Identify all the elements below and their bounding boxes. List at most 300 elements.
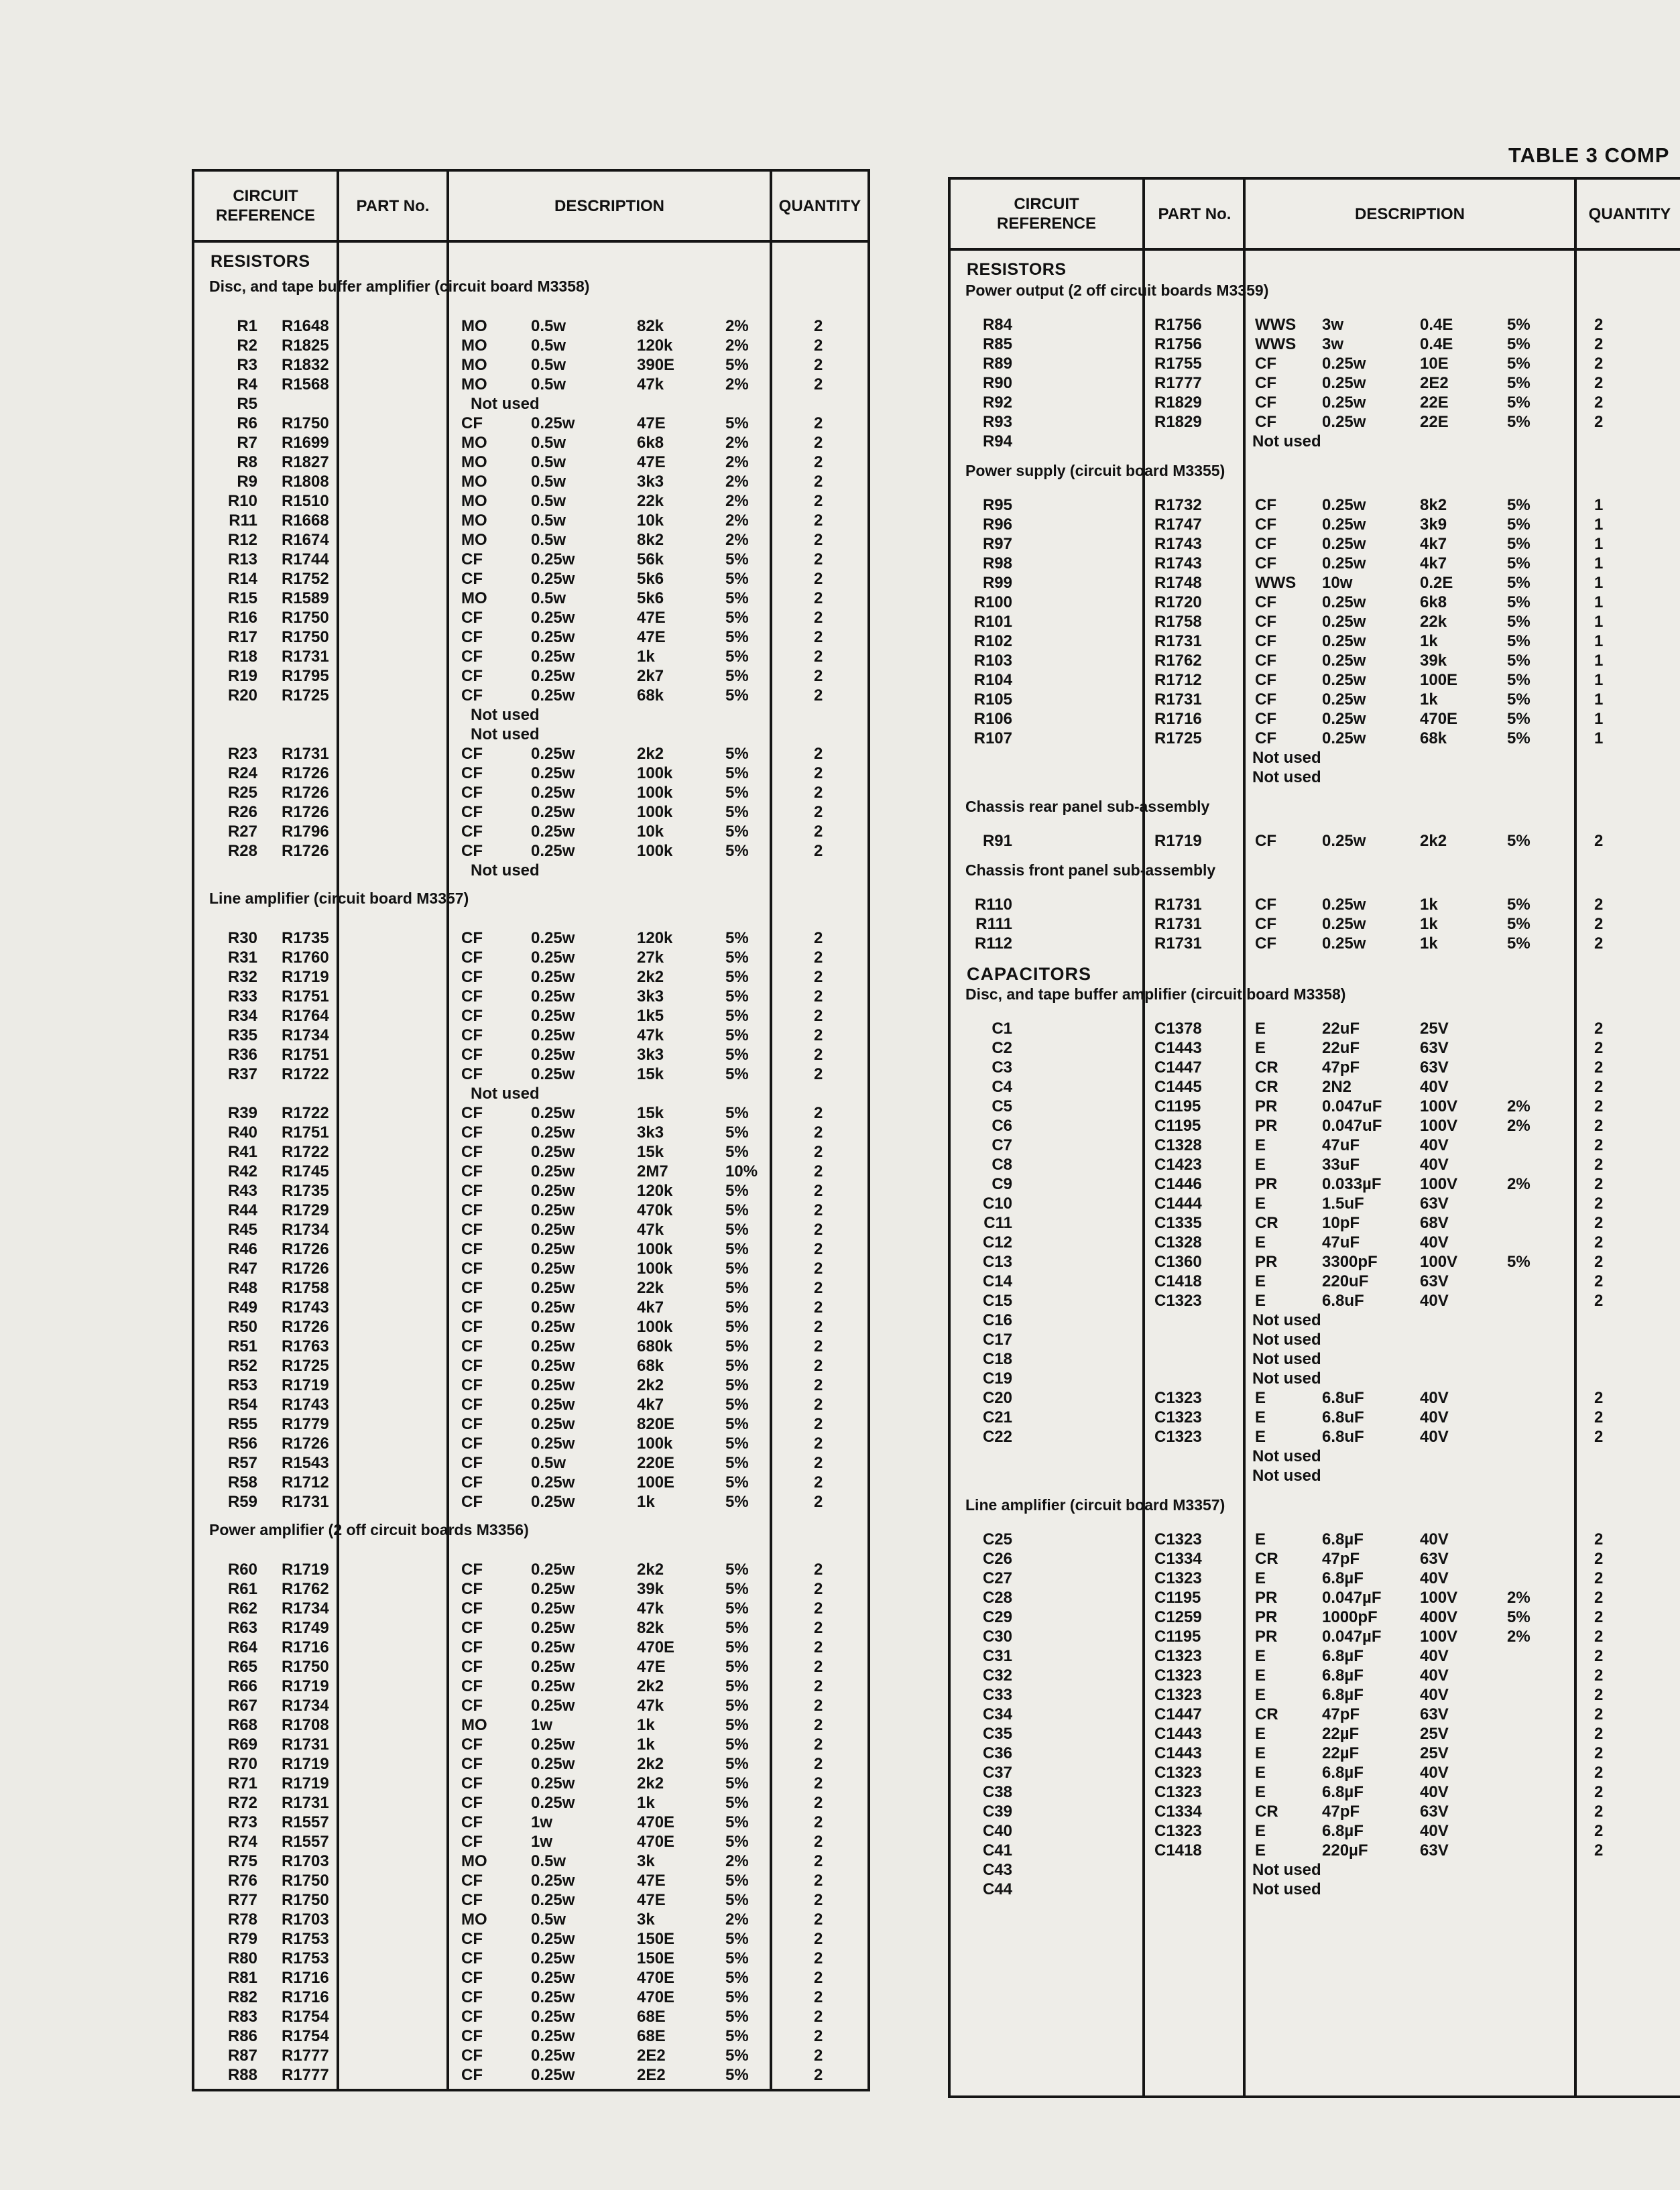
type: CF: [461, 1755, 483, 1773]
quantity: 1: [1594, 515, 1604, 534]
tolerance: 5%: [725, 1774, 749, 1792]
type: CF: [461, 842, 483, 860]
type: CF: [461, 609, 483, 627]
rating: 0.25w: [531, 550, 575, 568]
type: CF: [461, 2047, 483, 2065]
tolerance: 5%: [725, 784, 749, 802]
value: 150E: [637, 1930, 675, 1948]
table-row: [951, 1607, 1680, 1627]
quantity: 2: [814, 667, 823, 685]
circuit-ref: R17: [227, 628, 257, 646]
rating: 0.25w: [531, 1774, 575, 1792]
circuit-ref: R23: [227, 745, 257, 763]
tolerance: 2%: [725, 1852, 749, 1870]
circuit-ref: R81: [227, 1969, 257, 1987]
circuit-ref: R12: [227, 531, 257, 549]
circuit-ref: C2: [992, 1039, 1012, 1057]
rating: 0.25w: [531, 686, 575, 705]
value: 68k: [637, 1357, 664, 1375]
quantity: 2: [814, 434, 823, 452]
tolerance: 5%: [725, 1454, 749, 1472]
table-row: [951, 670, 1680, 690]
table-row: [194, 1278, 867, 1298]
table-row: [951, 1155, 1680, 1174]
table-row: [194, 2026, 867, 2046]
quantity: 2: [814, 648, 823, 666]
quantity: 2: [814, 1794, 823, 1812]
quantity: 2: [814, 337, 823, 355]
rating: 0.25w: [531, 803, 575, 821]
tolerance: 5%: [1507, 316, 1531, 334]
part-no: R1756: [1154, 335, 1202, 353]
type: CF: [461, 1396, 483, 1414]
tolerance: 5%: [725, 1415, 749, 1433]
table-row: [951, 1077, 1680, 1097]
quantity: 2: [814, 2047, 823, 2065]
part-no: R1719: [282, 1376, 329, 1394]
circuit-ref: R34: [227, 1007, 257, 1025]
type: CF: [461, 1357, 483, 1375]
rating: 0.25w: [1322, 671, 1366, 689]
quantity: 2: [814, 1201, 823, 1219]
type: CF: [461, 2027, 483, 2045]
quantity: 1: [1594, 671, 1604, 689]
table-row: [951, 554, 1680, 573]
type: CF: [461, 764, 483, 782]
rating: 0.25w: [531, 745, 575, 763]
rating: 0.5w: [531, 511, 566, 530]
quantity: 2: [1594, 915, 1604, 933]
quantity: 2: [814, 1473, 823, 1492]
circuit-ref: R25: [227, 784, 257, 802]
circuit-ref: C43: [982, 1861, 1012, 1879]
type: E: [1255, 1841, 1266, 1860]
rating: 0.5w: [531, 492, 566, 510]
type: CF: [461, 2066, 483, 2084]
table-row: [194, 550, 867, 569]
quantity: 1: [1594, 613, 1604, 631]
rating: 0.25w: [531, 628, 575, 646]
circuit-ref: R10: [227, 492, 257, 510]
part-no: R1734: [282, 1026, 329, 1044]
value: 120k: [637, 1182, 673, 1200]
table-row: [951, 1174, 1680, 1194]
type: CF: [461, 1376, 483, 1394]
rating: 3w: [1322, 316, 1344, 334]
tolerance: 5%: [725, 1221, 749, 1239]
tolerance: 5%: [725, 823, 749, 841]
table-row: [951, 1408, 1680, 1427]
rating: 0.5w: [531, 1910, 566, 1929]
value: 2M7: [637, 1162, 668, 1180]
type: CR: [1255, 1058, 1278, 1077]
rating: 0.25w: [531, 1580, 575, 1598]
tolerance: 2%: [1507, 1628, 1531, 1646]
part-no: C1443: [1154, 1039, 1202, 1057]
table-row: [194, 491, 867, 511]
table-row: [951, 412, 1680, 432]
circuit-ref: R3: [237, 356, 257, 374]
circuit-ref: R94: [982, 432, 1012, 450]
type: MO: [461, 589, 487, 607]
table-row: [194, 2007, 867, 2026]
value: 47E: [637, 453, 666, 471]
tolerance: 5%: [725, 1123, 749, 1142]
quantity: 2: [1594, 1589, 1604, 1607]
part-no: C1323: [1154, 1647, 1202, 1665]
part-no: R1703: [282, 1910, 329, 1929]
table-row: [951, 768, 1680, 787]
rating: 0.25w: [1322, 515, 1366, 534]
table-row: [194, 1715, 867, 1735]
value: 3k3: [637, 1046, 664, 1064]
table-row: [194, 1084, 867, 1103]
part-no: R1734: [282, 1697, 329, 1715]
part-no-header: PART No.: [1158, 204, 1232, 223]
rating: 1.5uF: [1322, 1195, 1364, 1213]
type: E: [1255, 1136, 1266, 1154]
tolerance: 5%: [725, 842, 749, 860]
table-row: [194, 1123, 867, 1142]
circuit-ref: C6: [992, 1117, 1012, 1135]
part-no: R1722: [282, 1104, 329, 1122]
circuit-ref: C3: [992, 1058, 1012, 1077]
part-no: R1716: [282, 1969, 329, 1987]
part-no: R1743: [282, 1298, 329, 1317]
table-row: [194, 1851, 867, 1871]
circuit-ref: R98: [982, 554, 1012, 572]
value: 1k: [637, 1716, 655, 1734]
rating: 0.25w: [1322, 554, 1366, 572]
circuit-ref: R50: [227, 1318, 257, 1336]
value: 100V: [1420, 1628, 1458, 1646]
table-row: [951, 895, 1680, 914]
tolerance: 5%: [1507, 832, 1531, 850]
table-row: [951, 515, 1680, 534]
rating: 0.25w: [531, 1007, 575, 1025]
part-no: R1674: [282, 531, 329, 549]
value: 40V: [1420, 1078, 1449, 1096]
table-row: [194, 744, 867, 764]
value: 40V: [1420, 1136, 1449, 1154]
quantity: 2: [814, 1988, 823, 2006]
tolerance: 5%: [1507, 613, 1531, 631]
tolerance: 5%: [725, 1065, 749, 1083]
part-no: R1731: [1154, 896, 1202, 914]
value: 68E: [637, 2008, 666, 2026]
value: 470E: [637, 1969, 675, 1987]
part-no: R1726: [282, 803, 329, 821]
table-row: [951, 1530, 1680, 1549]
not-used-note: Not used: [1252, 749, 1321, 767]
value: 100V: [1420, 1253, 1458, 1271]
type: PR: [1255, 1589, 1278, 1607]
rating: 0.25w: [531, 609, 575, 627]
table-row: [194, 725, 867, 744]
table-row: [194, 1696, 867, 1715]
rating: 3w: [1322, 335, 1344, 353]
part-no: R1719: [282, 1755, 329, 1773]
circuit-ref: R7: [237, 434, 257, 452]
value: 400V: [1420, 1608, 1458, 1626]
type: CF: [461, 1677, 483, 1695]
tolerance: 5%: [725, 356, 749, 374]
rating: 0.5w: [531, 317, 566, 335]
part-no: R1720: [1154, 593, 1202, 611]
quantity: 2: [1594, 393, 1604, 412]
part-no: C1447: [1154, 1058, 1202, 1077]
circuit-ref: R69: [227, 1736, 257, 1754]
circuit-ref: R103: [973, 652, 1012, 670]
value: 100k: [637, 1318, 673, 1336]
value: 15k: [637, 1143, 664, 1161]
rating: 10pF: [1322, 1214, 1360, 1232]
rating: 0.047uF: [1322, 1097, 1382, 1115]
circuit-ref: R59: [227, 1493, 257, 1511]
table-row: [951, 748, 1680, 768]
table-row: [194, 666, 867, 686]
circuit-ref: C29: [982, 1608, 1012, 1626]
quantity: 1: [1594, 593, 1604, 611]
circuit-ref: C1: [992, 1020, 1012, 1038]
circuit-ref: C16: [982, 1311, 1012, 1329]
rating: 0.25w: [531, 648, 575, 666]
value: 2E2: [1420, 374, 1449, 392]
type: MO: [461, 1910, 487, 1929]
part-no: C1195: [1154, 1117, 1201, 1135]
quantity: 2: [1594, 1725, 1604, 1743]
value: 10k: [637, 823, 664, 841]
quantity: 2: [814, 1318, 823, 1336]
quantity: 2: [814, 784, 823, 802]
table-row: [194, 1968, 867, 1988]
type: CF: [461, 2008, 483, 2026]
value: 100k: [637, 764, 673, 782]
type: CF: [461, 667, 483, 685]
circuit-ref: R112: [974, 934, 1012, 953]
quantity: 2: [814, 2066, 823, 2084]
rating: 0.25w: [531, 1949, 575, 1967]
type: CF: [461, 1580, 483, 1598]
table-row: [194, 1337, 867, 1356]
value: 100V: [1420, 1589, 1458, 1607]
tolerance: 5%: [725, 1435, 749, 1453]
table-row: [194, 1162, 867, 1181]
table-row: [951, 393, 1680, 412]
quantity: 2: [814, 1376, 823, 1394]
type: MO: [461, 434, 487, 452]
circuit-reference-header: CIRCUIT REFERENCE: [996, 195, 1097, 233]
tolerance: 5%: [725, 1658, 749, 1676]
table-row: [951, 1802, 1680, 1821]
tolerance: 10%: [725, 1162, 758, 1180]
quantity: 2: [814, 550, 823, 568]
rating: 0.25w: [531, 1794, 575, 1812]
value: 47E: [637, 1891, 666, 1909]
quantity: 2: [1594, 1117, 1604, 1135]
tolerance: 5%: [1507, 535, 1531, 553]
value: 63V: [1420, 1058, 1449, 1077]
circuit-ref: R13: [227, 550, 257, 568]
rating: 0.25w: [1322, 374, 1366, 392]
quantity: 2: [1594, 1686, 1604, 1704]
part-no: R1729: [282, 1201, 329, 1219]
rating: 0.25w: [531, 1561, 575, 1579]
value: 22E: [1420, 393, 1449, 412]
type: CF: [1255, 632, 1276, 650]
table-row: [951, 1038, 1680, 1058]
tolerance: 2%: [725, 531, 749, 549]
value: 100E: [637, 1473, 675, 1492]
table-row: [951, 1705, 1680, 1724]
value: 3k: [637, 1910, 655, 1929]
rating: 0.25w: [1322, 915, 1366, 933]
tolerance: 5%: [725, 1580, 749, 1598]
tolerance: 5%: [725, 803, 749, 821]
not-used-note: Not used: [1252, 1350, 1321, 1368]
circuit-ref: R63: [227, 1619, 257, 1637]
circuit-ref: R55: [227, 1415, 257, 1433]
type: E: [1255, 1292, 1266, 1310]
tolerance: 5%: [725, 686, 749, 705]
value: 3k9: [1420, 515, 1447, 534]
rating: 0.25w: [1322, 593, 1366, 611]
type: E: [1255, 1666, 1266, 1685]
value: 4k7: [1420, 535, 1447, 553]
table-row: [194, 967, 867, 987]
rating: 47pF: [1322, 1705, 1360, 1723]
value: 40V: [1420, 1666, 1449, 1685]
value: 40V: [1420, 1530, 1449, 1548]
part-no: C1323: [1154, 1666, 1202, 1685]
table-row: [951, 573, 1680, 593]
type: CF: [461, 414, 483, 432]
quantity: 2: [1594, 1078, 1604, 1096]
part-no: R1743: [1154, 554, 1202, 572]
type: CF: [461, 648, 483, 666]
tolerance: 5%: [725, 1638, 749, 1656]
table-row: [194, 1910, 867, 1929]
part-no: R1722: [282, 1143, 329, 1161]
rating: 6.8µF: [1322, 1666, 1364, 1685]
type: CF: [461, 1201, 483, 1219]
table-row: [951, 1549, 1680, 1569]
table-row: [194, 647, 867, 666]
type: PR: [1255, 1608, 1278, 1626]
part-no: R1716: [282, 1988, 329, 2006]
value: 22E: [1420, 413, 1449, 431]
quantity: 2: [1594, 1530, 1604, 1548]
table-row: [951, 1466, 1680, 1485]
rating: 0.25w: [531, 1415, 575, 1433]
quantity: 2: [1594, 413, 1604, 431]
value: 63V: [1420, 1841, 1449, 1860]
value: 40V: [1420, 1428, 1449, 1446]
value: 40V: [1420, 1292, 1449, 1310]
value: 40V: [1420, 1647, 1449, 1665]
value: 8k2: [637, 531, 664, 549]
type: CF: [1255, 413, 1276, 431]
rating: 3300pF: [1322, 1253, 1378, 1271]
rating: 0.25w: [531, 2066, 575, 2084]
rating: 0.047uF: [1322, 1117, 1382, 1135]
value: 63V: [1420, 1550, 1449, 1568]
part-no: C1446: [1154, 1175, 1202, 1193]
rating: 0.25w: [531, 1396, 575, 1414]
circuit-ref: R87: [227, 2047, 257, 2065]
part-no: R1719: [282, 1774, 329, 1792]
rating: 0.25w: [531, 1026, 575, 1044]
type: CF: [461, 570, 483, 588]
value: 15k: [637, 1104, 664, 1122]
table-row: [194, 1618, 867, 1638]
quantity: 2: [1594, 1039, 1604, 1057]
value: 40V: [1420, 1156, 1449, 1174]
value: 27k: [637, 949, 664, 967]
part-no: R1731: [1154, 934, 1202, 953]
table-row: [951, 1588, 1680, 1607]
value: 47k: [637, 375, 664, 393]
part-no: R1735: [282, 929, 329, 947]
tolerance: 5%: [725, 1007, 749, 1025]
quantity: 2: [1594, 1058, 1604, 1077]
part-no: C1323: [1154, 1408, 1202, 1426]
part-no: R1777: [1154, 374, 1202, 392]
circuit-ref: R62: [227, 1599, 257, 1618]
quantity: 2: [1594, 1233, 1604, 1252]
table-row: [194, 1579, 867, 1599]
value: 2k2: [637, 1561, 664, 1579]
value: 68V: [1420, 1214, 1449, 1232]
type: CF: [461, 1337, 483, 1355]
value: 39k: [637, 1580, 664, 1598]
circuit-ref: R96: [982, 515, 1012, 534]
type: E: [1255, 1233, 1266, 1252]
circuit-ref: C30: [982, 1628, 1012, 1646]
rating: 0.25w: [531, 1260, 575, 1278]
part-no: R1589: [282, 589, 329, 607]
quantity: 2: [814, 968, 823, 986]
part-no: R1731: [282, 1736, 329, 1754]
circuit-ref: R91: [982, 832, 1012, 850]
rating: 0.25w: [531, 570, 575, 588]
value: 1k: [1420, 690, 1438, 709]
quantity: 2: [814, 1221, 823, 1239]
table-row: [951, 1116, 1680, 1136]
table-row: [194, 1949, 867, 1968]
circuit-ref: R48: [227, 1279, 257, 1297]
tolerance: 5%: [725, 1891, 749, 1909]
circuit-ref: C36: [982, 1744, 1012, 1762]
rating: 0.25w: [1322, 710, 1366, 728]
part-no: C1323: [1154, 1428, 1202, 1446]
tolerance: 5%: [725, 609, 749, 627]
tolerance: 5%: [725, 1143, 749, 1161]
part-no: R1753: [282, 1930, 329, 1948]
subsection-title: Chassis front panel sub-assembly: [965, 861, 1216, 879]
circuit-ref: R1: [237, 317, 257, 335]
table-row: [194, 1890, 867, 1910]
quantity: 2: [1594, 934, 1604, 953]
part-no: R1726: [282, 764, 329, 782]
circuit-ref: C14: [982, 1272, 1012, 1290]
part-no: C1334: [1154, 1550, 1202, 1568]
value: 63V: [1420, 1039, 1449, 1057]
circuit-ref: R26: [227, 803, 257, 821]
tolerance: 5%: [725, 1240, 749, 1258]
circuit-ref: C17: [982, 1331, 1012, 1349]
circuit-ref: R92: [982, 393, 1012, 412]
